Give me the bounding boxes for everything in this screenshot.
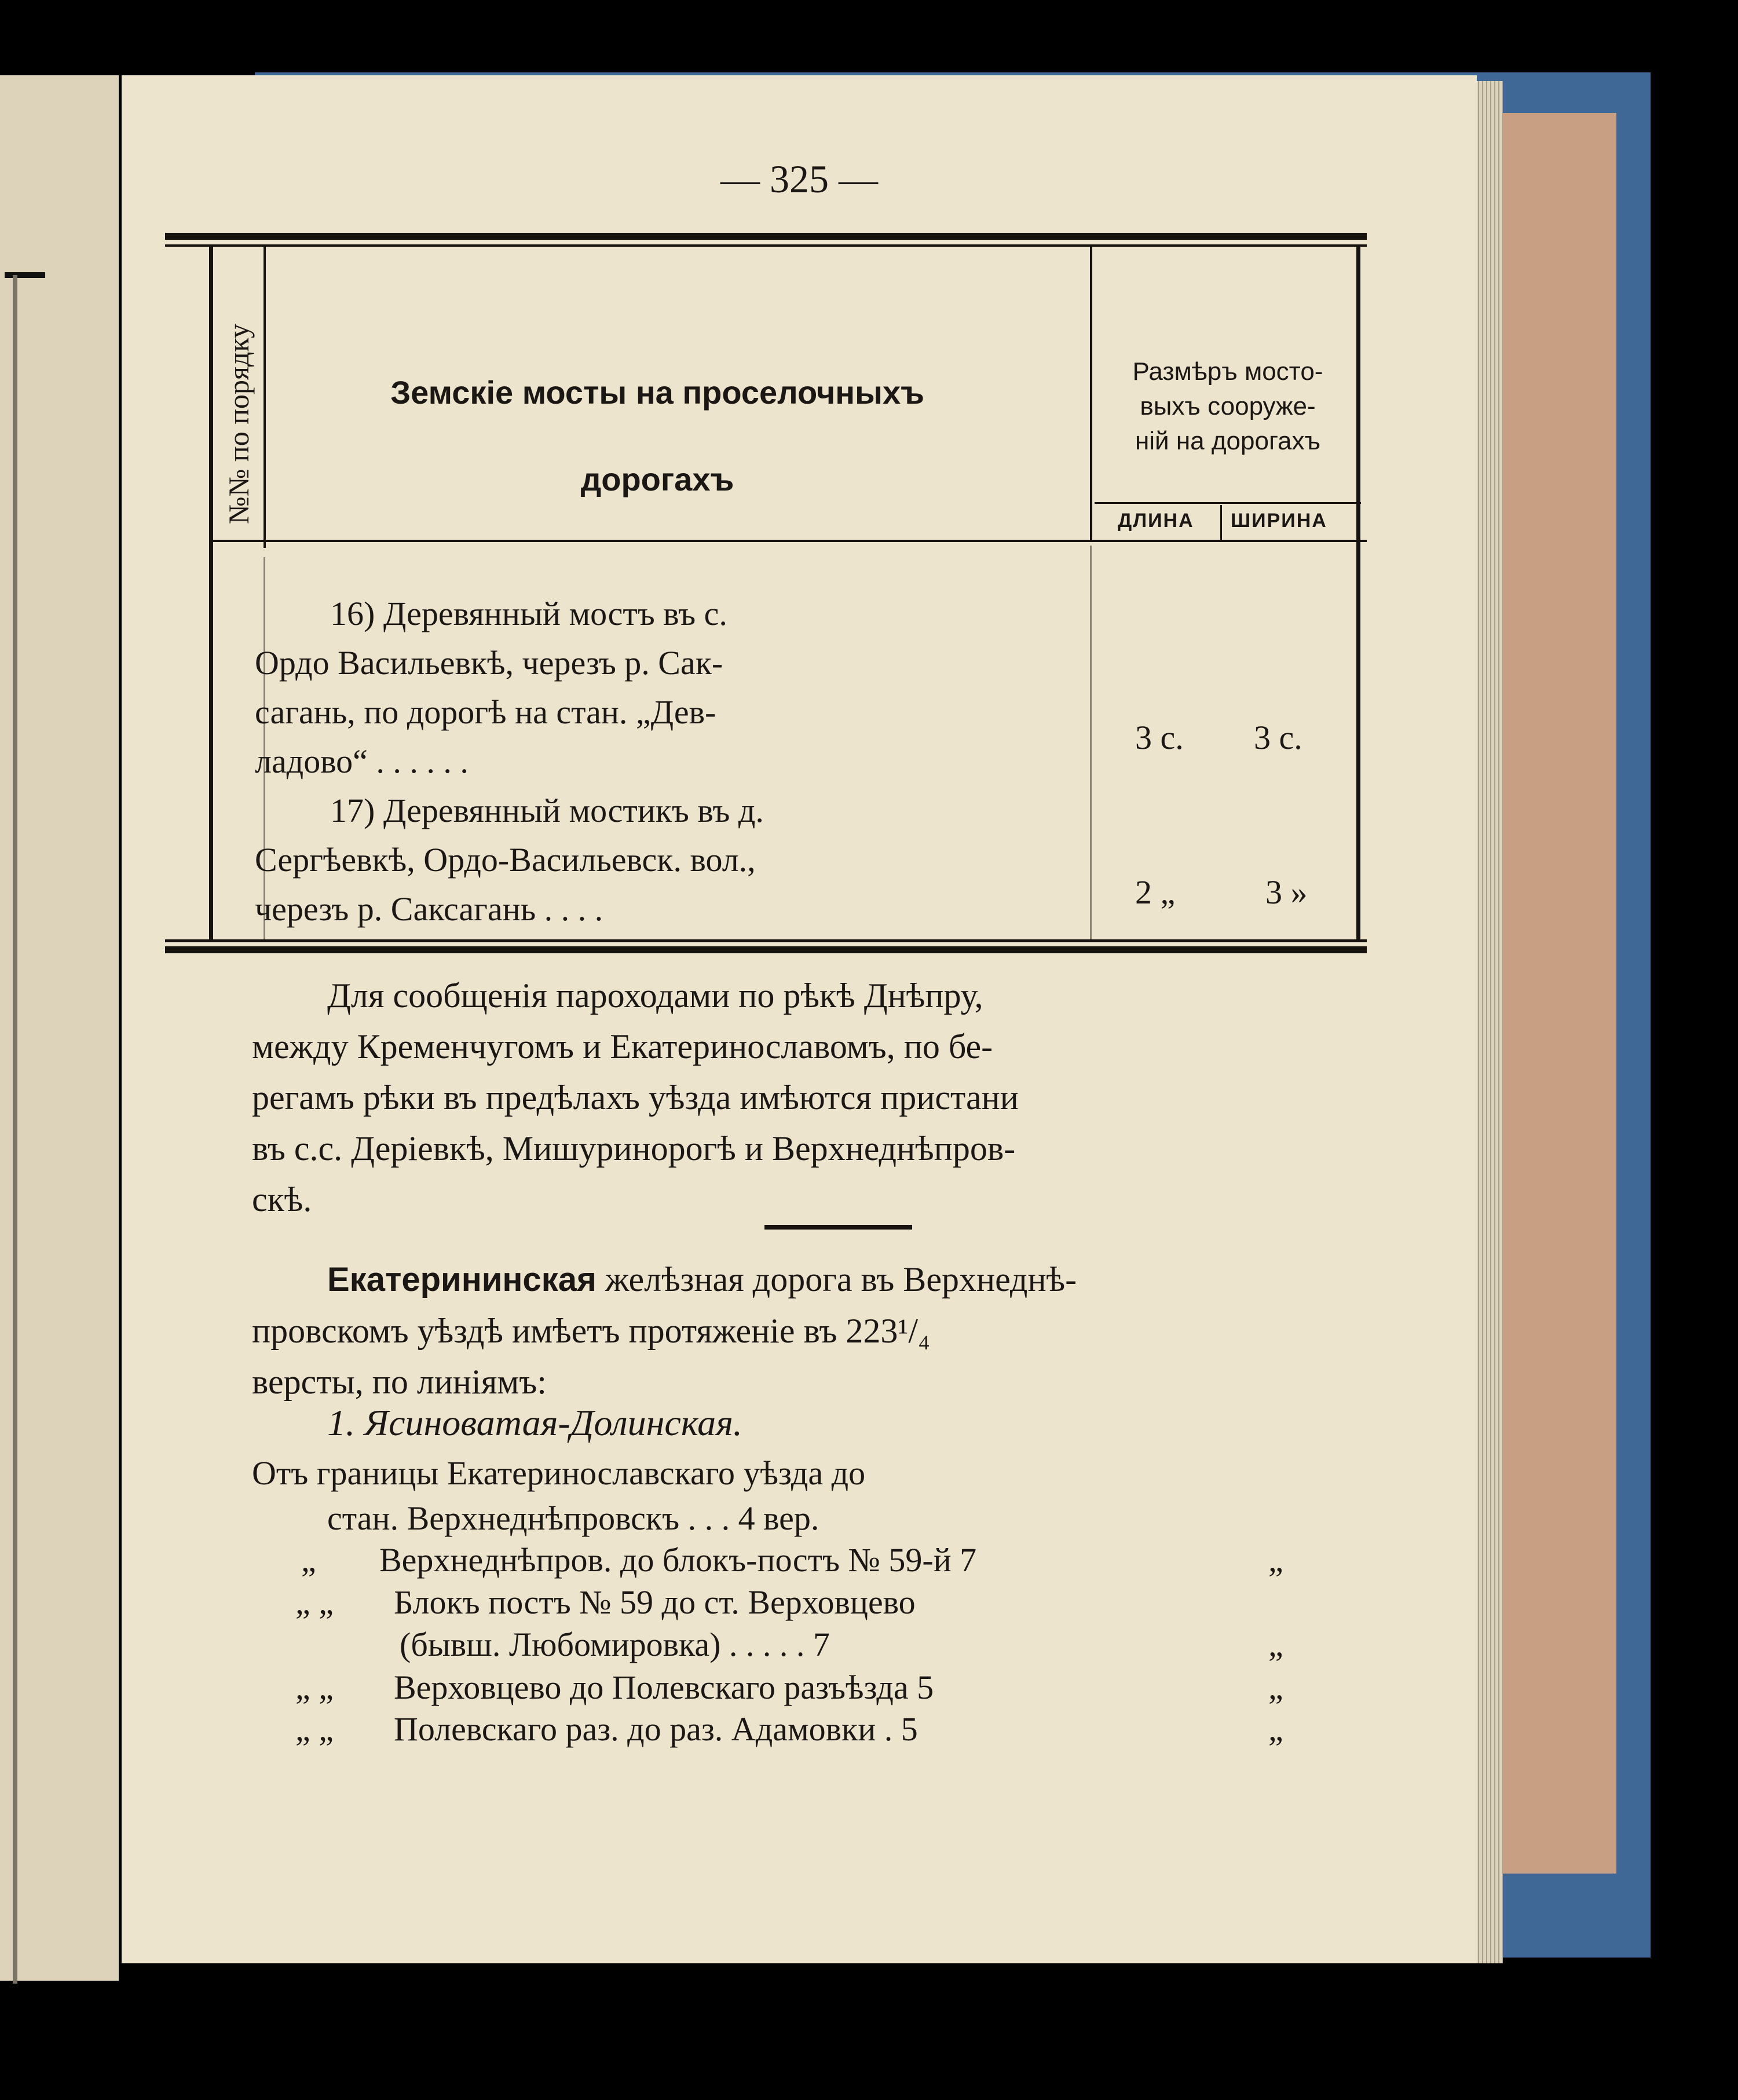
route-line: Верховцево до Полевскаго разъѣзда 5 (394, 1669, 934, 1706)
subheader-rule (1095, 502, 1361, 504)
table-top-rule-thin (165, 244, 1367, 247)
row-width: 3 с. (1254, 719, 1302, 756)
header-rule (211, 540, 1367, 542)
page-number: — 325 — (720, 157, 878, 201)
route-line: Верхнеднѣпров. до блокъ-постъ № 59-й 7 (379, 1541, 977, 1579)
length-header: ДЛИНА (1118, 510, 1194, 532)
section-title: 1. Ясиноватая-Долинская. (327, 1402, 742, 1443)
row-width: 3 » (1265, 873, 1308, 911)
width-header: ШИРИНА (1231, 510, 1327, 532)
size-col-divider-body (1090, 546, 1092, 939)
route-ditto: „ „ (295, 1669, 334, 1706)
route-line: Отъ границы Екатеринославскаго уѣзда до (252, 1454, 866, 1492)
table-bottom-rule (165, 946, 1367, 953)
route-ditto: „ „ (295, 1710, 334, 1748)
table-row: 17) Деревянный мостикъ въ д. Сергѣевкѣ, Ордо-Васильевск. вол., черезъ р. Саксагань . . . . (255, 792, 764, 928)
table-top-rule (165, 233, 1367, 240)
route-ditto: „ (1268, 1626, 1283, 1663)
length-width-divider (1220, 505, 1222, 540)
table-title-line2: дорогахъ (580, 461, 734, 497)
table-title: Земскіе мосты на проселочныхъ (390, 374, 924, 411)
route-ditto: „ (301, 1541, 316, 1579)
section-divider (764, 1225, 912, 1230)
size-header: Размѣръ мосто- выхъ сооруже- ній на дорогахъ (1132, 357, 1323, 455)
num-column-header: №№ по порядку (222, 324, 255, 524)
left-page-rule (5, 272, 45, 278)
book-page (122, 75, 1477, 1963)
left-page (0, 75, 119, 1981)
paragraph-steamers: Для сообщенія пароходами по рѣкѣ Днѣпру, между Кременчугомъ и Екатеринославомъ, по бе- регамъ рѣки въ предѣлахъ уѣзда имѣются пристани въ с.с. Деріевкѣ, Мишуринорогѣ и Верхнеднѣпров- скѣ. (252, 976, 1019, 1219)
row-length: 3 с. (1135, 719, 1184, 756)
table-bottom-rule-thin (165, 939, 1367, 942)
row-length: 2 „ (1135, 873, 1176, 911)
route-line: Полевскаго раз. до раз. Адамовки . 5 (394, 1710, 918, 1748)
route-line: (бывш. Любомировка) . . . . . 7 (400, 1626, 830, 1663)
route-ditto: „ (1268, 1669, 1283, 1706)
railway-name: Екатерининская (327, 1261, 597, 1298)
route-line: Блокъ постъ № 59 до ст. Верховцево (394, 1583, 916, 1621)
route-ditto: „ (1268, 1541, 1283, 1579)
table-row: 16) Деревянный мостъ въ с. Ордо Васильевкѣ, черезъ р. Сак- сагань, по дорогѣ на стан. „Дев- ладово“ . . . . . . (255, 595, 727, 780)
left-page-border (13, 275, 17, 1984)
paragraph-railway: Екатерининская желѣзная дорога въ Верхнеднѣ- провскомъ уѣздѣ имѣетъ протяженіе въ 223¹/₄ версты, по линіямъ: (252, 1260, 1077, 1401)
route-ditto: „ „ (295, 1583, 334, 1621)
bridges-table (165, 233, 1367, 957)
route-line: стан. Верхнеднѣпровскъ . . . 4 вер. (327, 1499, 819, 1537)
route-ditto: „ (1268, 1710, 1283, 1748)
table-right-border (1356, 247, 1360, 939)
